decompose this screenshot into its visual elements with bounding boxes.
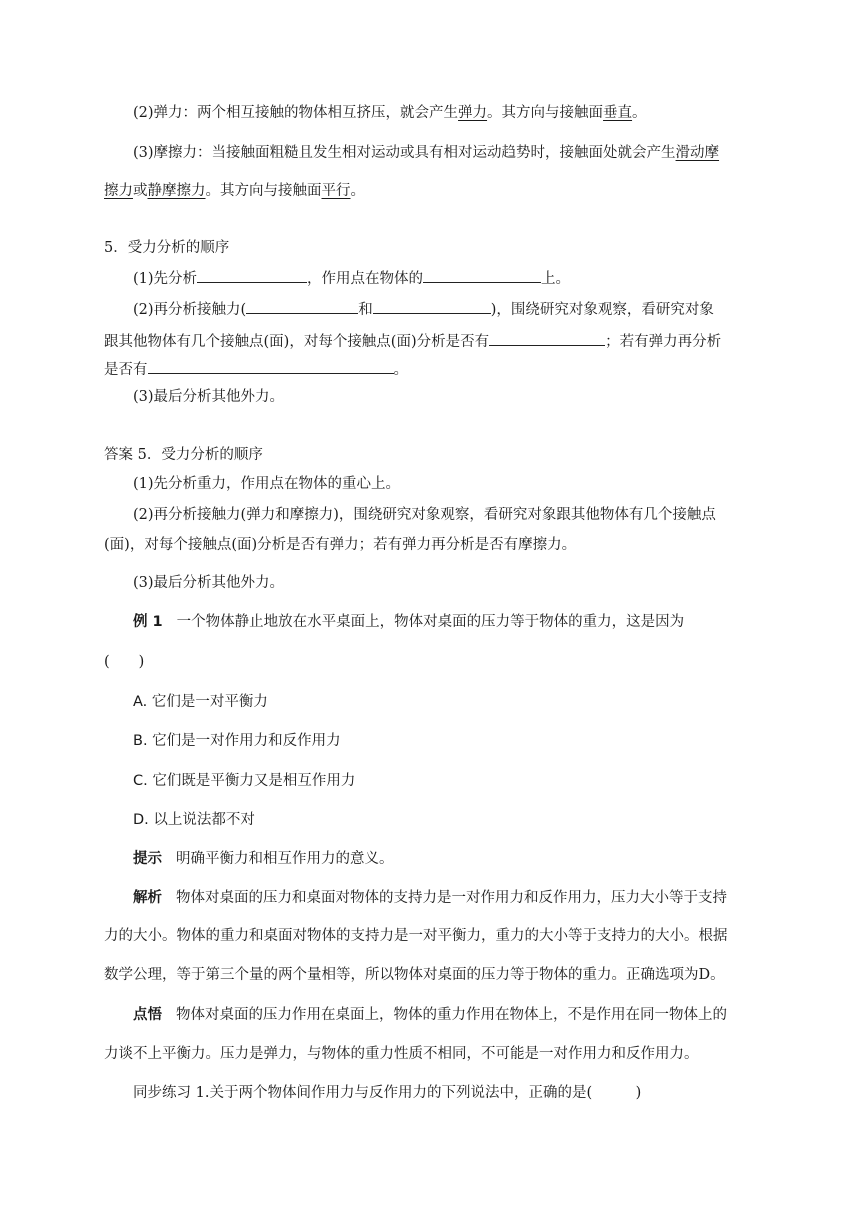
answer-underlined: 滑动摩 xyxy=(675,145,720,161)
text: 。其方向与接触面 xyxy=(487,105,604,121)
fill-blank[interactable] xyxy=(148,359,394,374)
answer-underlined: 静摩擦力 xyxy=(147,183,206,199)
answer-underlined: 弹力 xyxy=(458,105,488,121)
insight-line-2: 力谈不上平衡力。压力是弹力，与物体的重力性质不相同，不可能是一对作用力和反作用力。 xyxy=(104,1046,699,1062)
option-d[interactable]: D. 以上说法都不对 xyxy=(133,812,255,828)
elastic-force-line xyxy=(133,103,647,123)
text: ；若有弹力再分析 xyxy=(605,334,722,350)
text: 。 xyxy=(350,183,365,199)
fill-blank[interactable] xyxy=(423,268,541,283)
answer-title: 答案 5．受力分析的顺序 xyxy=(104,447,263,463)
text: 是否有 xyxy=(104,362,148,378)
text: (1)先分析 xyxy=(133,271,198,287)
answer-line-2: (2)再分析接触力(弹力和摩擦力)，围绕研究对象观察，看研究对象跟其他物体有几个接触点 xyxy=(133,507,716,523)
text: 物体对桌面的压力和桌面对物体的支持力是一对作用力和反作用力，压力大小等于支持 xyxy=(176,890,727,906)
example-stem-line-1 xyxy=(133,612,684,632)
text: )，围绕研究对象观察，看研究对象 xyxy=(490,302,714,318)
practice-question: 同步练习 1.关于两个物体间作用力与反作用力的下列说法中，正确的是( ) xyxy=(133,1085,642,1101)
friction-line-1 xyxy=(133,143,719,163)
text: 跟其他物体有几个接触点(面)，对每个接触点(面)分析是否有 xyxy=(104,334,490,350)
analysis-label: 解析 xyxy=(133,890,162,906)
hint-line xyxy=(133,849,394,869)
q5-line-3 xyxy=(104,331,721,352)
text: 物体对桌面的压力作用在桌面上，物体的重力作用在物体上，不是作用在同一物体上的 xyxy=(176,1007,727,1023)
example-stem-line-2: ( ) xyxy=(104,654,145,670)
example-label: 例 1 xyxy=(133,614,163,630)
option-a[interactable]: A. 它们是一对平衡力 xyxy=(133,694,268,710)
answer-underlined: 擦力 xyxy=(104,183,133,199)
insight-line-1 xyxy=(133,1005,727,1025)
q5-line-1 xyxy=(133,268,570,289)
text: 上。 xyxy=(541,271,571,287)
answer-line-4: (3)最后分析其他外力。 xyxy=(133,575,285,591)
q5-line-4 xyxy=(104,359,408,380)
fill-blank[interactable] xyxy=(489,331,605,346)
fill-blank[interactable] xyxy=(197,268,307,283)
text: 。 xyxy=(393,362,408,378)
fill-blank[interactable] xyxy=(246,299,358,314)
answer-underlined: 垂直 xyxy=(603,105,633,121)
text: 一个物体静止地放在水平桌面上，物体对桌面的压力等于物体的重力，这是因为 xyxy=(176,614,685,630)
text: 或 xyxy=(133,183,148,199)
option-c[interactable]: C. 它们既是平衡力又是相互作用力 xyxy=(133,773,356,789)
friction-line-2 xyxy=(104,181,365,201)
hint-label: 提示 xyxy=(133,851,162,867)
text: ，作用点在物体的 xyxy=(307,271,424,287)
fill-blank[interactable] xyxy=(373,299,491,314)
q5-line-5: (3)最后分析其他外力。 xyxy=(133,389,285,405)
analysis-line-1 xyxy=(133,888,727,908)
q5-line-2 xyxy=(133,299,714,320)
text: 。 xyxy=(632,105,647,121)
text: 明确平衡力和相互作用力的意义。 xyxy=(176,851,394,867)
text: 。其方向与接触面 xyxy=(205,183,322,199)
text: (2)再分析接触力( xyxy=(133,302,247,318)
text: 和 xyxy=(358,302,373,318)
analysis-line-2: 力的大小。物体的重力和桌面对物体的支持力是一对平衡力，重力的大小等于支持力的大小。根据 xyxy=(104,928,728,944)
answer-underlined: 平行 xyxy=(321,183,351,199)
text: (2)弹力：两个相互接触的物体相互挤压，就会产生 xyxy=(133,105,459,121)
insight-label: 点悟 xyxy=(133,1007,162,1023)
answer-line-3: (面)，对每个接触点(面)分析是否有弹力；若有弹力再分析是否有摩擦力。 xyxy=(104,537,577,553)
q5-title: 5．受力分析的顺序 xyxy=(104,240,230,256)
answer-line-1: (1)先分析重力，作用点在物体的重心上。 xyxy=(133,476,401,492)
option-b[interactable]: B. 它们是一对作用力和反作用力 xyxy=(133,733,341,749)
analysis-line-3: 数学公理，等于第三个量的两个量相等，所以物体对桌面的压力等于物体的重力。正确选项为D。 xyxy=(104,967,725,983)
text: (3)摩擦力：当接触面粗糙且发生相对运动或具有相对运动趋势时，接触面处就会产生 xyxy=(133,145,676,161)
